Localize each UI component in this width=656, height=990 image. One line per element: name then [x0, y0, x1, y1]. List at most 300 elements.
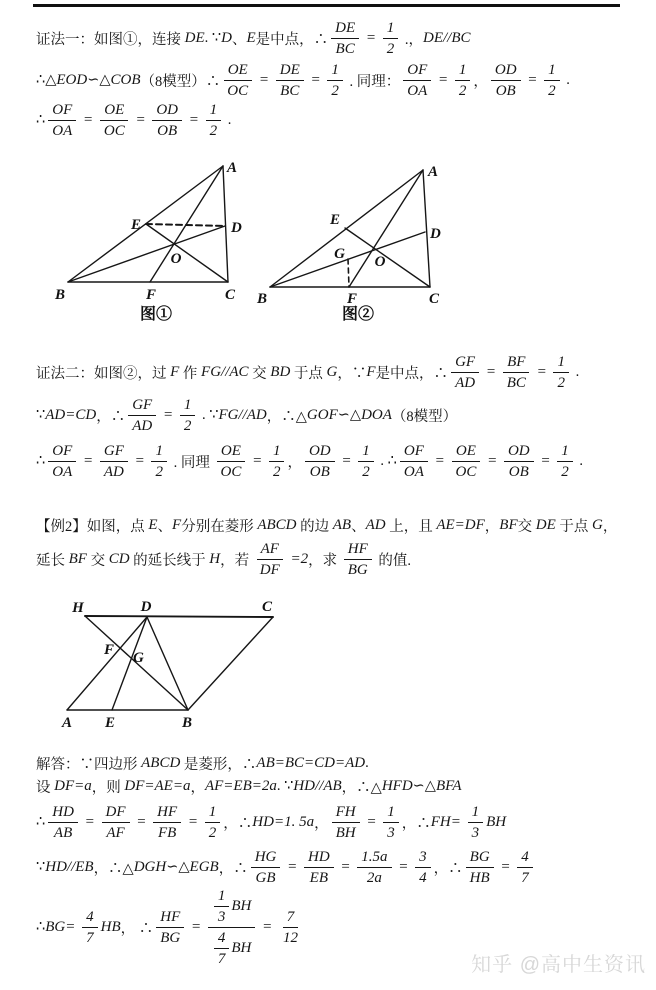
math-run: OD — [507, 442, 530, 459]
text-run: 上，且 — [385, 518, 437, 535]
fraction-denominator — [269, 462, 285, 481]
text-run: . ∴ — [376, 452, 397, 469]
fig3-label-H: H — [72, 600, 84, 616]
fraction-denominator — [306, 462, 334, 481]
fraction — [48, 101, 76, 140]
fraction-numerator — [327, 61, 343, 81]
solution-line-2 — [36, 774, 636, 799]
fig3-label-E: E — [104, 715, 116, 731]
math-run: ABCD — [257, 516, 297, 533]
math-run: AD — [103, 463, 124, 480]
math-run: = — [536, 452, 555, 469]
fraction — [491, 61, 521, 100]
fraction-numerator — [455, 61, 471, 81]
top-rule — [33, 4, 620, 7]
math-run: HD — [308, 848, 330, 865]
math-run: DE//BC — [423, 29, 471, 46]
fraction — [206, 101, 222, 140]
text-run: 作 — [179, 365, 202, 382]
math-run: HB — [100, 918, 121, 935]
fraction-numerator — [151, 442, 167, 462]
math-run: = — [482, 363, 500, 380]
math-run: 2 — [362, 463, 370, 480]
solution-line-4 — [36, 845, 636, 889]
text-run: ，求 — [308, 552, 341, 569]
text-run: .， — [401, 31, 423, 48]
math-run: =2 — [286, 550, 309, 567]
fraction — [304, 848, 334, 887]
math-run: = — [132, 813, 151, 830]
fraction-numerator — [153, 803, 181, 823]
text-run: ，∴ — [223, 815, 253, 832]
fraction — [451, 353, 479, 392]
math-run: OD — [494, 61, 517, 78]
math-run: = — [159, 406, 177, 423]
fraction-numerator — [383, 803, 399, 823]
text-run: ，∴△ — [341, 780, 382, 796]
math-run: DGH — [133, 858, 167, 875]
text-run: ，∴△ — [93, 860, 134, 877]
fraction-numerator — [358, 442, 374, 462]
fig1-label-E: E — [130, 217, 141, 233]
math-run: 3 — [419, 848, 427, 865]
math-run: OF — [403, 442, 424, 459]
fraction-numerator — [48, 442, 76, 462]
text-run: ，则 — [91, 780, 125, 796]
math-run: 2 — [331, 82, 339, 99]
math-run: AB — [53, 824, 73, 841]
math-run: 3 — [217, 908, 226, 925]
fraction — [468, 803, 484, 842]
math-run: OB — [157, 122, 178, 139]
math-run: DF=AE=a — [124, 778, 191, 794]
math-run: EGB — [189, 858, 219, 875]
fraction — [269, 442, 285, 481]
math-run: OD — [308, 442, 331, 459]
fraction-numerator — [468, 803, 484, 823]
fraction — [400, 442, 428, 481]
fraction-numerator — [205, 803, 221, 823]
fig1-dashed-ED — [146, 224, 225, 226]
math-run: OF — [52, 101, 73, 118]
fig1-label-B: B — [54, 287, 66, 303]
math-run: GB — [255, 869, 276, 886]
fraction-denominator — [128, 416, 156, 435]
text-run: . — [575, 452, 583, 469]
math-run: 3 — [387, 824, 395, 841]
math-run: 4 — [217, 929, 226, 946]
fraction-numerator — [283, 908, 299, 928]
fig2-label-B: B — [256, 291, 268, 307]
fraction-denominator — [332, 823, 360, 842]
math-run: 1 — [387, 803, 395, 820]
math-run: 2 — [155, 463, 163, 480]
text-run: ∽△ — [166, 858, 190, 875]
math-run: DF=a — [54, 778, 92, 794]
fraction-denominator — [544, 81, 560, 100]
math-run: 1 — [272, 442, 281, 459]
math-run: 4 — [521, 848, 529, 865]
math-run: G — [592, 516, 603, 533]
fraction-denominator — [154, 823, 180, 842]
fraction-denominator — [151, 462, 167, 481]
math-run: 1 — [217, 887, 226, 904]
text-run: ， — [190, 780, 205, 796]
math-run: OB — [309, 463, 330, 480]
fraction-denominator — [517, 868, 533, 887]
fraction — [383, 19, 399, 58]
math-run: = — [362, 29, 380, 46]
fraction — [383, 803, 399, 842]
math-run: HF — [347, 540, 368, 557]
math-run: HFD — [381, 778, 413, 794]
text-run: 于点 — [290, 365, 327, 382]
example2-block — [36, 512, 636, 580]
math-run: = — [483, 452, 501, 469]
fig2-label-C: C — [428, 291, 440, 307]
fraction-denominator — [557, 462, 573, 481]
text-run: 、 — [351, 518, 366, 535]
math-run: = — [130, 452, 149, 469]
math-run: OA — [403, 463, 424, 480]
fraction-denominator — [100, 462, 128, 481]
fraction-denominator — [216, 462, 245, 481]
math-run: DE — [184, 29, 205, 46]
fig2-label-G: G — [334, 246, 345, 262]
fig2-label-O: O — [374, 254, 386, 270]
math-run: OB — [495, 82, 516, 99]
math-run: E — [148, 516, 158, 533]
fraction-denominator — [455, 81, 471, 100]
math-run: = — [430, 452, 449, 469]
math-run: FH= — [430, 813, 465, 830]
fraction-denominator — [102, 823, 128, 842]
math-run: GF — [455, 353, 476, 370]
fraction-numerator — [491, 61, 521, 81]
fraction-denominator — [252, 868, 280, 887]
math-run: HD=1. 5a — [252, 813, 315, 830]
fraction — [503, 353, 530, 392]
math-run: F — [172, 516, 182, 533]
proof2-line-2 — [36, 392, 636, 438]
text-run: ， — [314, 815, 329, 832]
text-run: . — [562, 71, 570, 88]
math-run: AF=EB=2a — [204, 778, 277, 794]
fraction-denominator — [208, 928, 256, 968]
math-run: ABCD — [141, 754, 181, 771]
fig3-diagonal-DB — [147, 617, 188, 710]
fraction-numerator — [251, 848, 281, 868]
math-run: 1 — [561, 442, 569, 459]
fraction-denominator — [50, 823, 76, 842]
text-run: 交 — [248, 365, 271, 382]
math-run: BC — [280, 82, 300, 99]
math-run: OD — [156, 101, 178, 118]
text-run: 证法一：如图①，连接 — [36, 31, 185, 48]
math-run: HD//AB — [293, 778, 342, 794]
fig1-label-O: O — [170, 251, 182, 267]
proof2-line-3 — [36, 438, 636, 484]
text-run: ∴ — [36, 918, 46, 935]
fraction-numerator — [451, 353, 479, 373]
math-run: 1 — [209, 101, 218, 118]
fig1-label-C: C — [224, 287, 236, 303]
fraction — [415, 848, 431, 887]
fraction-numerator — [332, 803, 360, 823]
fraction — [305, 442, 335, 481]
fraction-denominator — [82, 928, 98, 947]
text-run: ，若 — [220, 552, 253, 569]
text-run: 于点 — [555, 518, 592, 535]
fraction — [553, 353, 569, 392]
math-run: OC — [103, 122, 125, 139]
fraction-numerator — [128, 396, 156, 416]
fig2-dashed-GF — [348, 259, 349, 287]
text-run: ∴ — [36, 111, 46, 128]
solution-line-1 — [36, 752, 636, 774]
text-run: ，∴ — [96, 408, 126, 425]
math-run: BG — [469, 848, 490, 865]
text-run: 延长 — [36, 552, 69, 569]
fraction-numerator — [269, 442, 285, 462]
math-run: 1 — [331, 61, 339, 78]
fig3-side-CB — [188, 617, 273, 710]
text-run: 的边 — [296, 518, 333, 535]
proof1-line-3 — [36, 100, 636, 140]
math-run: 2 — [561, 463, 569, 480]
math-run: = — [394, 858, 413, 875]
fig3-label-B: B — [181, 715, 193, 731]
fraction — [128, 396, 156, 435]
fraction — [256, 540, 284, 579]
fig2-label-F: F — [346, 291, 358, 307]
math-run: BH — [231, 940, 252, 956]
text-run: ，∵ — [337, 365, 367, 382]
fraction-numerator — [276, 61, 304, 81]
fraction-numerator — [383, 19, 399, 39]
text-run: ，∴ — [401, 815, 431, 832]
math-run: 7 — [217, 950, 226, 967]
math-run: DF — [259, 561, 280, 578]
figure-3-rhombus-diagram — [55, 595, 285, 740]
fraction-denominator — [256, 560, 284, 579]
fraction-denominator — [214, 907, 230, 926]
fraction-denominator — [332, 39, 359, 58]
math-run: 1 — [557, 353, 565, 370]
math-run: 1 — [458, 61, 467, 78]
proof1-line-2 — [36, 60, 636, 100]
text-run: ，∴ — [433, 860, 463, 877]
proof2-block — [36, 352, 636, 484]
text-run: 解答：∵四边形 — [36, 756, 142, 773]
fraction-numerator — [82, 908, 98, 928]
text-run: 、 — [157, 518, 173, 535]
fig1-side-AC — [223, 166, 228, 282]
fraction-numerator — [357, 848, 391, 868]
text-run: 设 — [36, 780, 55, 796]
fraction — [214, 887, 230, 926]
math-run: AB=BC=CD=AD — [256, 754, 366, 771]
fraction-denominator — [327, 81, 343, 100]
math-run: 1 — [471, 803, 480, 820]
fraction-denominator — [279, 928, 302, 947]
fraction — [48, 442, 76, 481]
proof1-line-1 — [36, 16, 636, 60]
figure-1-triangle-diagram — [40, 150, 255, 332]
math-run: AF — [106, 824, 125, 841]
solution-block — [36, 752, 636, 965]
text-run: . — [571, 363, 580, 380]
text-run: ∴ — [36, 813, 46, 830]
fraction-denominator — [503, 373, 530, 392]
fraction-denominator — [492, 81, 520, 100]
fraction-numerator — [344, 540, 372, 560]
fig3-label-C: C — [261, 599, 273, 615]
fraction-denominator — [48, 121, 76, 140]
fraction — [331, 19, 359, 58]
fraction-numerator — [224, 61, 252, 81]
text-run: . 同理： — [345, 73, 401, 90]
fraction — [48, 803, 78, 842]
fraction — [100, 101, 129, 140]
math-run: OF — [52, 442, 73, 459]
fraction — [102, 803, 130, 842]
fraction — [358, 442, 374, 481]
fraction-denominator — [451, 462, 480, 481]
fraction-numerator — [305, 442, 335, 462]
math-run: = — [496, 858, 515, 875]
fraction — [357, 848, 391, 887]
fraction-denominator — [383, 39, 399, 58]
figure-2-caption: 图② — [341, 306, 375, 323]
fraction-denominator — [206, 121, 222, 140]
fraction-denominator — [363, 868, 386, 887]
math-run: FH — [335, 803, 356, 820]
math-run: AD — [365, 516, 386, 533]
math-run: EOD — [56, 71, 88, 88]
math-run: = — [255, 71, 273, 88]
fraction-numerator — [217, 442, 245, 462]
fig3-top-HC — [85, 616, 273, 617]
proof1-block — [36, 16, 636, 140]
fraction-denominator — [468, 823, 484, 842]
math-run: HD//EB — [45, 858, 94, 875]
text-run: ， ∴ — [120, 920, 154, 937]
text-run: 、 — [231, 31, 247, 48]
math-run: DF — [105, 803, 126, 820]
fraction-numerator — [152, 101, 182, 121]
text-run: ∴△ — [36, 71, 57, 88]
math-run: OA — [52, 122, 73, 139]
fraction-denominator — [48, 462, 76, 481]
math-run: 2 — [208, 824, 217, 841]
text-run: ∵ — [36, 406, 46, 423]
text-run: ∴ — [36, 452, 46, 469]
fraction-numerator — [156, 908, 184, 928]
math-run: BH — [335, 824, 356, 841]
fraction — [517, 848, 533, 887]
fraction-denominator — [415, 868, 431, 887]
fraction-denominator — [276, 81, 303, 100]
fraction-numerator — [544, 61, 560, 81]
text-run: . 同理 — [169, 454, 214, 471]
fig3-label-G: G — [133, 650, 144, 666]
fraction-numerator — [400, 442, 428, 462]
math-run: OA — [52, 463, 73, 480]
text-run: . — [365, 754, 369, 771]
fraction — [223, 61, 252, 100]
math-run: AD — [455, 374, 476, 391]
text-run: ， — [473, 73, 488, 90]
math-run: 12 — [282, 929, 298, 946]
math-run: 1 — [548, 61, 556, 78]
fraction — [455, 61, 471, 100]
text-run: ，∴△ — [266, 408, 307, 425]
math-run: GF — [132, 396, 153, 413]
fraction — [100, 442, 128, 481]
fraction-numerator — [48, 803, 78, 823]
math-run: HD — [52, 803, 74, 820]
text-run: ∽△ — [412, 778, 436, 794]
example2-line-1 — [36, 512, 636, 538]
math-run: = — [362, 813, 381, 830]
fraction-denominator — [358, 462, 374, 481]
text-run: 是中点，∴ — [375, 365, 449, 382]
math-run: OA — [407, 82, 428, 99]
fraction-numerator — [557, 442, 573, 462]
fraction-numerator — [331, 19, 359, 39]
math-run: OC — [455, 463, 477, 480]
fraction-numerator — [214, 887, 230, 907]
math-run: = — [131, 111, 150, 128]
math-run: = — [79, 111, 97, 128]
fig2-median-AF — [349, 170, 423, 287]
text-run: ，∴ — [218, 860, 248, 877]
text-run: . ∵ — [198, 406, 219, 423]
fig1-label-D: D — [231, 220, 242, 236]
math-run: DE — [335, 19, 356, 36]
solution-line-3 — [36, 799, 636, 845]
math-run: BFA — [435, 778, 462, 794]
fraction-denominator — [553, 373, 569, 392]
fraction — [152, 101, 182, 140]
math-run: DE — [279, 61, 300, 78]
math-run: = — [337, 452, 356, 469]
math-run: = — [248, 452, 266, 469]
fraction — [327, 61, 343, 100]
text-run: （8模型） — [391, 408, 458, 425]
zhihu-watermark: 知乎 @高中生资讯 — [471, 954, 646, 976]
text-run: ， — [484, 518, 500, 535]
fig1-label-A: A — [227, 160, 238, 176]
math-run: AE=DF — [436, 516, 485, 533]
fraction-numerator — [403, 61, 431, 81]
math-run: F — [366, 363, 376, 380]
fraction-denominator — [156, 928, 184, 947]
math-run: FG//AC — [201, 363, 249, 380]
fig1-median-BD — [68, 226, 225, 282]
text-run: ∽△ — [337, 406, 362, 423]
fraction-denominator — [214, 949, 230, 968]
math-run: 2 — [272, 463, 281, 480]
fraction — [205, 803, 221, 842]
math-run: 2 — [209, 122, 218, 139]
math-run: = — [184, 813, 202, 830]
math-run: OE — [220, 442, 241, 459]
fraction — [403, 61, 431, 100]
math-run: 1.5a — [361, 848, 388, 865]
fraction — [544, 61, 560, 100]
